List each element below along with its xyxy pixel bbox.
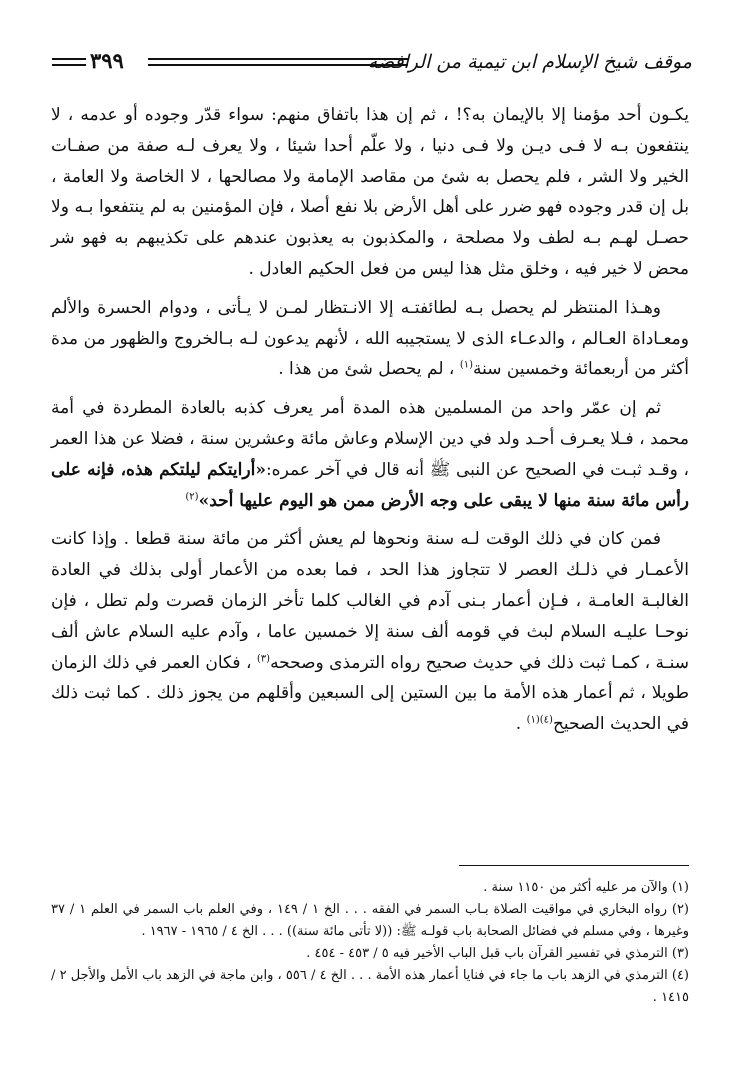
page-number: ٣٩٩ — [90, 48, 124, 73]
footnote-2: (٢) رواه البخاري في مواقيت الصلاة بـاب السمر في الفقه . . . الخ ١ / ١٤٩ ، وفي العلم باب السمر في العلم ١ / ٣٧ وغيرها ، وفي مسلم في فضائل الصحابة باب قولـه ﷺ: ((لا تأتى مائة سنة)) . . . الخ ٤ / ١٩٦٥ - ١٩٦٧ . — [51, 902, 689, 939]
page-header — [52, 48, 692, 88]
hadith-quote: «أرايتكم ليلتكم هذه، فإنه على رأس مائة سنة منها لا يبقى على وجه الأرض ممن هو اليوم عليها أحد» — [51, 459, 689, 511]
running-title: موقف شيخ الإسلام ابن تيمية من الرافضة — [367, 51, 692, 73]
paragraph-4-text: فمن كان في ذلك الوقت لـه سنة ونحوها لم يعش أكثر من مائة سنة قطعا . وإذا كانت الأعمـار في ذلـك العصر لا تتجاوز هذا الحد ، فما بعده من الأعمار أولى بذلك في العادة الغالبـة العامـة ، فـإن أعمار بـنى آدم في الغالب كلما تأخر الزمان قصرت ولم تطل ، فإن نوحـا عليـه السلام لبث في قومه ألف سنة إلا خمسين عاما ، وآدم عليه السلام عاش ألف سنـة ، كمـا ثبت ذلك في حديث صحيح رواه الترمذى وصححه — [51, 529, 689, 673]
paragraph-3 — [51, 393, 689, 516]
paragraph-4-text-end: . — [515, 714, 522, 735]
paragraph-4 — [51, 524, 689, 740]
paragraph-1-text: يكـون أحد مؤمنا إلا بالإيمان به؟! ، ثم إن هذا باتفاق منهم: سواء قدّر وجوده أو عدمه ، لا ينتفعون بـه لا فـى ديـن ولا فـى دنيا ، ولا علّم أحدا شيئا ، ولا يعرف لـه صفة من صفـات الخير ولا الشر ، فلم يحصل به شئ من مقاصد الإمامة ولا مصالحها ، لا الخاصة ولا العامة ، بل إن قدر وجوده فهو ضرر على أهل الأرض بلا نفع أصلا ، فإن المؤمنين به لم ينتفعوا بـه ولا حصـل لهـم بـه لطف ولا مصلحة ، والمكذبون به يعذبون عندهم على تكذيبهم به فهو شر محض لا خير فيه ، وخلق مثل هذا ليس من فعل الحكيم العادل . — [51, 105, 689, 279]
paragraph-1 — [51, 100, 689, 285]
paragraph-2-text-end: ، لم يحصل شئ من هذا . — [278, 359, 455, 380]
footnote-mark-3: (٣) — [256, 652, 271, 664]
footnote-3: (٣) الترمذي في تفسير القرآن باب قبل الباب الأخير فيه ٥ / ٤٥٣ - ٤٥٤ . — [306, 946, 689, 961]
footnote-mark-1: (١) — [459, 359, 474, 371]
footnote-separator — [459, 865, 689, 866]
paragraph-3-text: ثم إن عمّر واحد من المسلمين هذه المدة أمر يعرف كذبه بالعادة المطردة في أمة محمد ، فـلا يعـرف أحـد ولد في دين الإسلام وعاش مائة وعشرين سنة ، فضلا عن هذا العمر ، وقـد ثبـت في الصحيح عن النبى ﷺ أنه قال في آخر عمره: — [51, 398, 689, 480]
paragraph-2 — [51, 293, 689, 385]
header-rule — [148, 58, 408, 66]
footnotes — [51, 877, 689, 1009]
header-rule-short — [52, 58, 86, 66]
footnote-1: (١) والآن مر عليه أكثر من ١١٥٠ سنة . — [483, 880, 689, 895]
paragraph-4-text-cont: ، فكان العمر في ذلك الزمان طويلا ، ثم أعمار هذه الأمة ما بين الستين إلى السبعين وأقلهم من يجوز ذلك . كما ثبت ذلك في الحديث الصحيح — [51, 652, 689, 735]
paragraph-2-text: وهـذا المنتظر لم يحصل بـه لطائفتـه إلا الانـتظار لمـن لا يـأتى ، ودوام الحسرة والألم ومعـاداة العـالم ، والدعـاء الذى لا يستجيبه الله ، لأنهم يدعون لـه بـالخروج والظهور من مدة أكثر من أربعمائة وخمسين سنة — [51, 297, 689, 380]
footnote-4: (٤) الترمذي في الزهد باب ما جاء في فنايا أعمار هذه الأمة . . . الخ ٤ / ٥٥٦ ، وابن ماجة في الزهد باب الأمل والأجل ٢ / ١٤١٥ . — [51, 968, 689, 1005]
main-text — [51, 100, 689, 748]
footnote-mark-2: (٢) — [185, 490, 199, 502]
footnote-mark-5: (١) — [526, 714, 540, 726]
footnote-mark-4: (٤) — [539, 714, 553, 726]
